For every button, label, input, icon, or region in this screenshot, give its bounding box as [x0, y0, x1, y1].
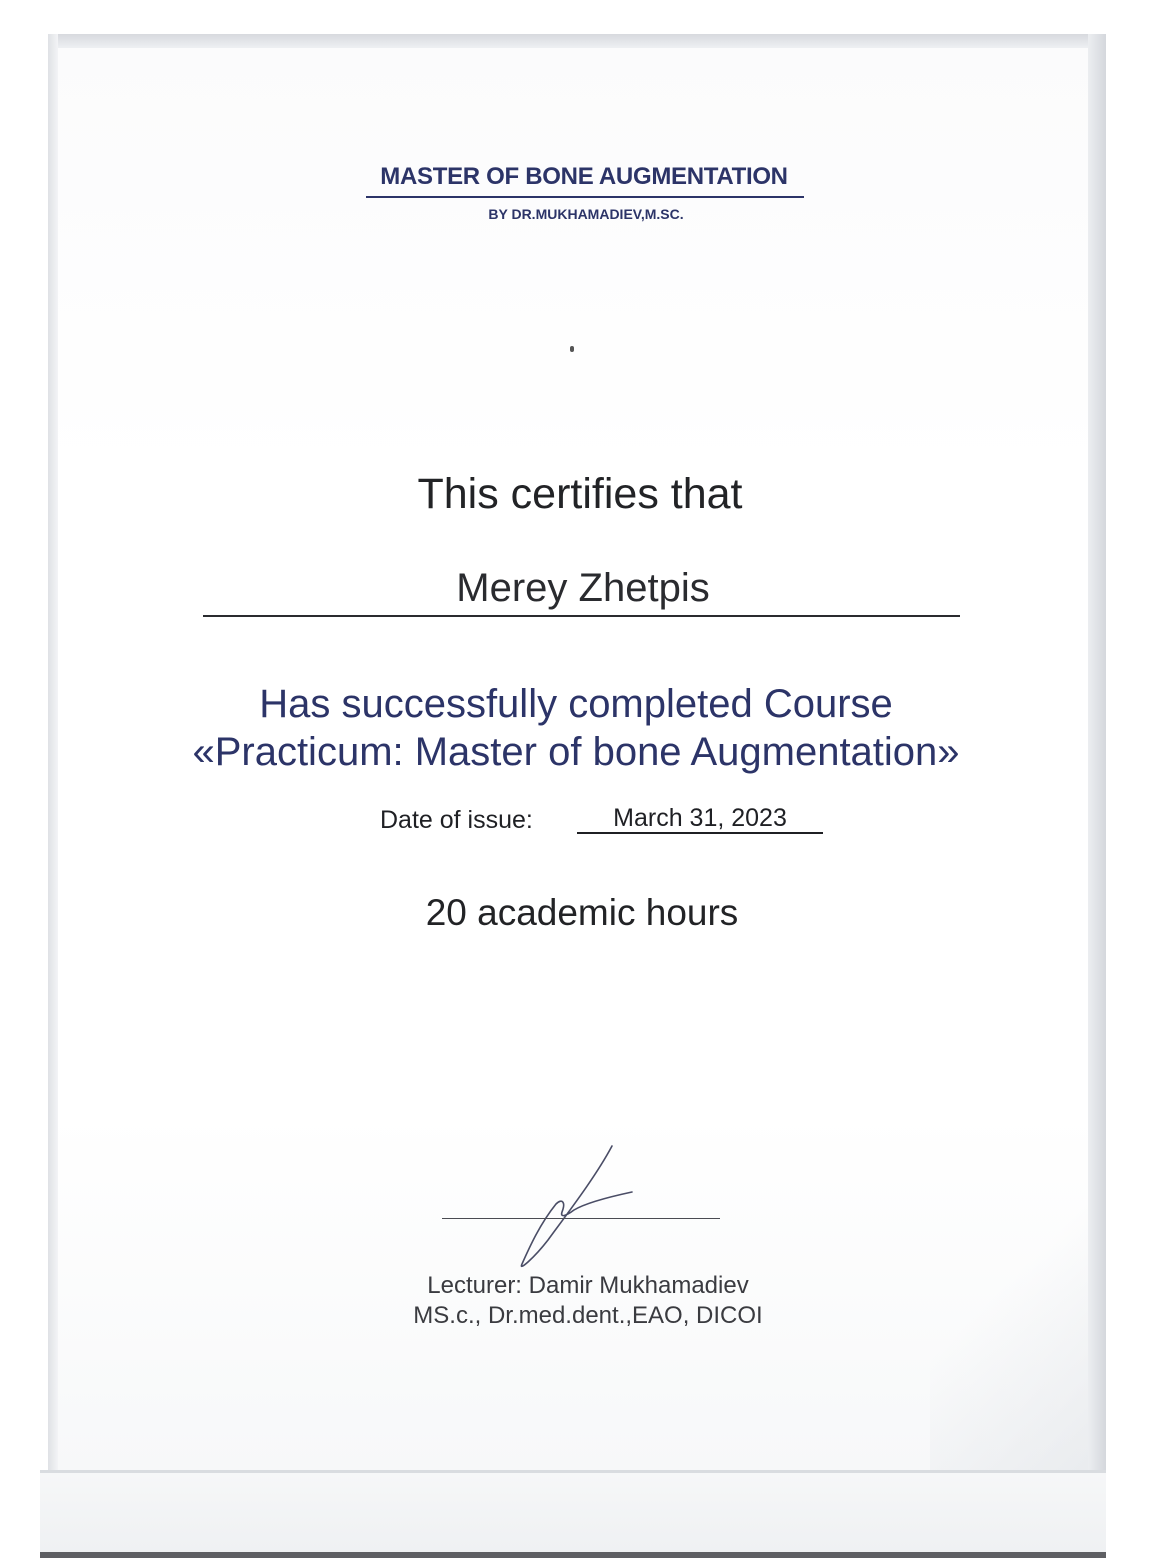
completion-line-2: «Practicum: Master of bone Augmentation»: [192, 730, 960, 774]
date-underline: [577, 832, 823, 834]
academic-hours: 20 academic hours: [425, 892, 739, 933]
brand-underline: [366, 196, 804, 198]
date-value: March 31, 2023: [613, 804, 787, 832]
frame-top: [48, 34, 1106, 48]
lecturer-name: Lecturer: Damir Mukhamadiev: [427, 1272, 749, 1299]
certifies-heading: This certifies that: [417, 470, 743, 518]
recipient-name: Merey Zhetpis: [456, 566, 710, 610]
completion-line-1: Has successfully completed Course: [259, 682, 893, 726]
lecturer-credentials: MS.c., Dr.med.dent.,EAO, DICOI: [413, 1302, 763, 1329]
brand-title: MASTER OF BONE AUGMENTATION: [380, 163, 788, 190]
frame-right: [1088, 34, 1106, 1558]
frame-left: [48, 34, 58, 1558]
paper-shadow: [930, 1180, 1088, 1470]
paper-speck: [570, 346, 574, 352]
signature-line: [442, 1218, 720, 1219]
completion-statement: [150, 680, 1002, 776]
signature-icon: [500, 1140, 650, 1280]
recipient-underline: [203, 615, 960, 617]
frame-bottom-edge: [40, 1552, 1106, 1558]
frame-bottom: [40, 1470, 1106, 1558]
lecturer-block: [340, 1271, 836, 1331]
brand-subtitle: BY DR.MUKHAMADIEV,M.SC.: [488, 206, 684, 222]
date-label: Date of issue:: [380, 806, 533, 834]
